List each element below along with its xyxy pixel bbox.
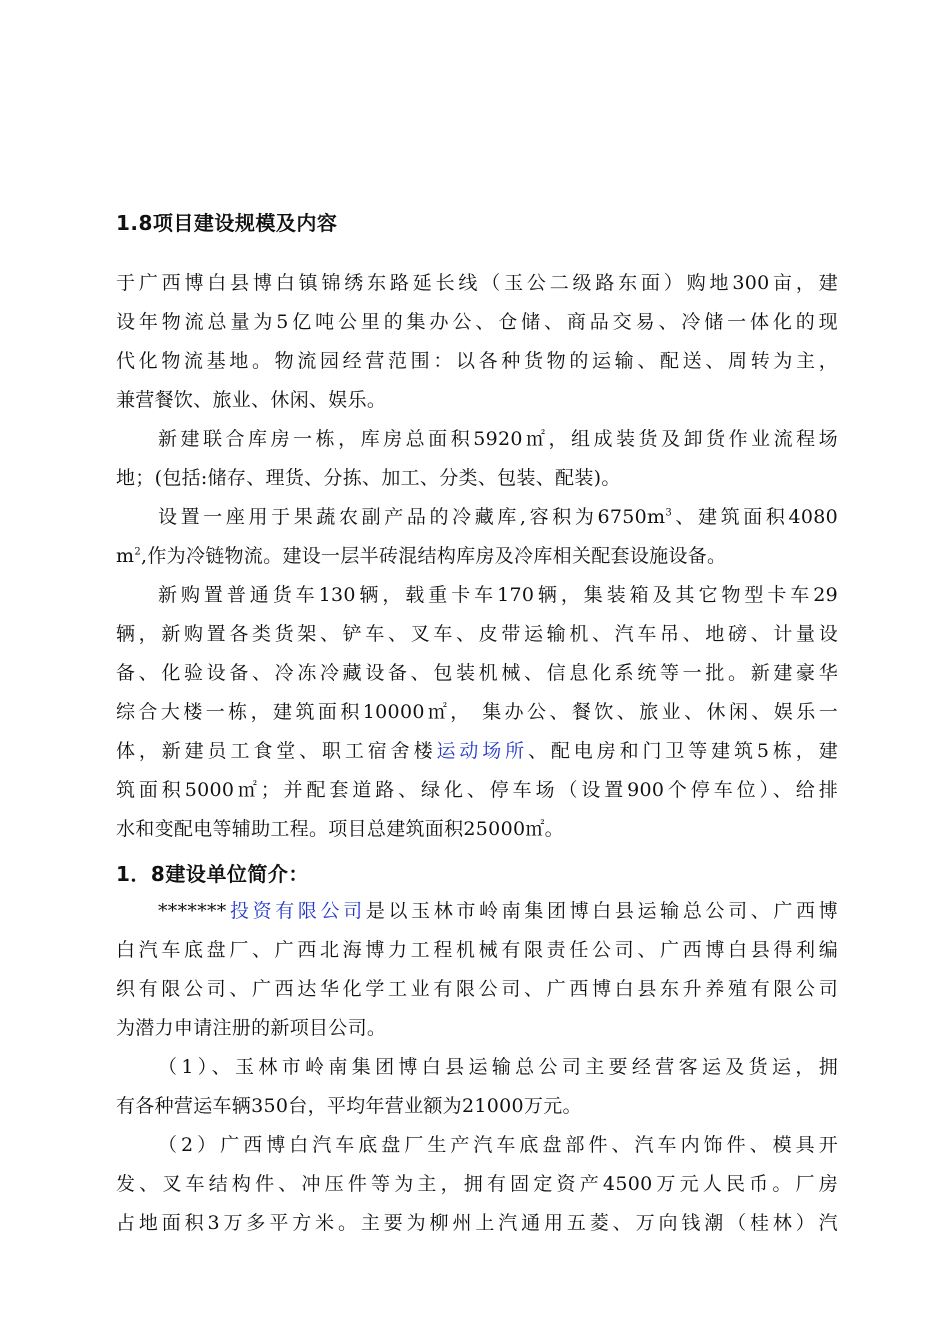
paragraph-line: 白汽车底盘厂、广西北海博力工程机械有限责任公司、广西博白县得利编 [116,939,838,961]
paragraph-line: 设置一座用于果蔬农副产品的冷藏库,容积为$6750m^3$、建筑面积4080 [158,506,838,528]
paragraph-line: 筑面积5000㎡；并配套道路、绿化、停车场（设置900个停车位）、给排 [116,779,838,801]
paragraph-line: 新建联合库房一栋，库房总面积5920㎡，组成装货及卸货作业流程场 [158,428,838,450]
paragraph-line: 辆，新购置各类货架、铲车、叉车、皮带运输机、汽车吊、地磅、计量设 [116,623,838,645]
paragraph-line: 于广西博白县博白镇锦绣东路延长线（玉公二级路东面）购地300亩，建 [116,272,838,294]
paragraph-line: 代化物流基地。物流园经营范围：以各种货物的运输、配送、周转为主， [116,350,838,372]
paragraph-line: *******投资有限公司是以玉林市岭南集团博白县运输总公司、广西博 [158,900,838,922]
paragraph-line: 综合大楼一栋，建筑面积10000㎡， 集办公、餐饮、旅业、休闲、娱乐一 [116,701,838,723]
paragraph-line: 体，新建员工食堂、职工宿舍楼运动场所、配电房和门卫等建筑5栋，建 [116,740,838,762]
paragraph-line: 设年物流总量为5亿吨公里的集办公、仓储、商品交易、冷储一体化的现 [116,311,838,333]
paragraph-line: （2）广西博白汽车底盘厂生产汽车底盘部件、汽车内饰件、模具开 [158,1134,838,1156]
paragraph-line: 发、叉车结构件、冲压件等为主，拥有固定资产4500万元人民币。厂房 [116,1173,838,1195]
paragraph-line: 水和变配电等辅助工程。项目总建筑面积25000㎡。 [116,818,564,840]
paragraph-line: 为潜力申请注册的新项目公司。 [116,1017,387,1039]
paragraph-line: 占地面积3万多平方米。主要为柳州上汽通用五菱、万向钱潮（桂林）汽 [116,1212,838,1234]
paragraph-line: 备、化验设备、冷冻冷藏设备、包装机械、信息化系统等一批。新建豪华 [116,662,838,684]
paragraph-line: 兼营餐饮、旅业、休闲、娱乐。 [116,389,387,411]
paragraph-line: $m^2$,作为冷链物流。建设一层半砖混结构库房及冷库相关配套设施设备。 [116,545,727,567]
section-heading-company: 1．8建设单位简介： [116,862,309,886]
investment-company-link[interactable]: 投资有限公司 [226,900,366,922]
sports-venue-link[interactable]: 运动场所 [436,740,529,762]
paragraph-line: 地；(包括:储存、理货、分拣、加工、分类、包装、配装)。 [116,467,621,489]
paragraph-line: 新购置普通货车130辆，载重卡车170辆，集装箱及其它物型卡车29 [158,584,838,606]
section-heading-scale: 1.8项目建设规模及内容 [116,211,338,235]
paragraph-line: 织有限公司、广西达华化学工业有限公司、广西博白县东升养殖有限公司 [116,978,838,1000]
paragraph-line: 有各种营运车辆350台，平均年营业额为21000万元。 [116,1095,582,1117]
paragraph-line: （1）、玉林市岭南集团博白县运输总公司主要经营客运及货运，拥 [158,1056,838,1078]
